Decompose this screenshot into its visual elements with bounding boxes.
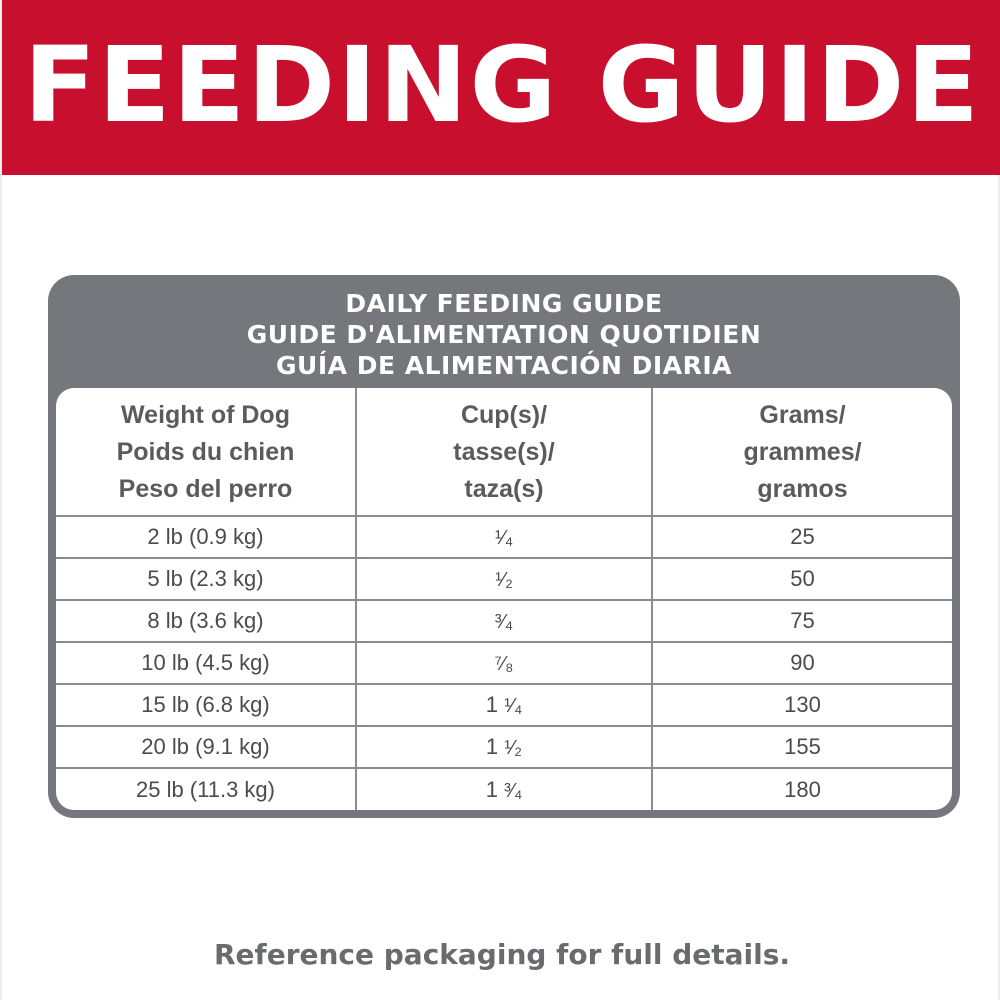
card-heading — [48, 288, 960, 393]
cell-cups — [356, 642, 652, 684]
table-row — [56, 726, 952, 768]
header-weight — [56, 388, 356, 516]
header-grams-en: Grams/ — [759, 401, 846, 429]
cell-cups: 1 ³⁄₄ — [356, 768, 652, 810]
table-row — [56, 642, 952, 684]
fraction: ¹⁄₂ — [495, 569, 513, 591]
cell-weight: 8 lb (3.6 kg) — [56, 600, 356, 642]
cell-grams: 180 — [652, 768, 952, 810]
cell-grams: 90 — [652, 642, 952, 684]
cell-weight: 15 lb (6.8 kg) — [56, 684, 356, 726]
cell-weight: 25 lb (11.3 kg) — [56, 768, 356, 810]
footer-note: Reference packaging for full details. — [213, 938, 791, 971]
table-row — [56, 684, 952, 726]
header-grams-es: gramos — [757, 475, 848, 503]
feeding-table — [56, 388, 952, 810]
cell-grams: 130 — [652, 684, 952, 726]
cell-weight: 10 lb (4.5 kg) — [56, 642, 356, 684]
fraction: ¹⁄₂ — [504, 737, 523, 759]
header-cups — [356, 388, 652, 516]
cell-weight: 5 lb (2.3 kg) — [56, 558, 356, 600]
cell-weight: 2 lb (0.9 kg) — [56, 516, 356, 558]
header-weight-en: Weight of Dog — [121, 401, 290, 429]
cell-cups: 1 ¹⁄₄ — [356, 684, 652, 726]
heading-english: DAILY FEEDING GUIDE — [345, 289, 663, 318]
cell-weight: 20 lb (9.1 kg) — [56, 726, 356, 768]
feeding-table-container — [56, 388, 952, 810]
cell-cups — [356, 600, 652, 642]
header-grams — [652, 388, 952, 516]
fraction: ¹⁄₄ — [494, 527, 514, 549]
cell-grams: 50 — [652, 558, 952, 600]
header-cups-fr: tasse(s)/ — [453, 438, 555, 466]
heading-french: GUIDE D'ALIMENTATION QUOTIDIEN — [246, 320, 762, 349]
fraction: ⁷⁄₈ — [494, 653, 514, 675]
table-row — [56, 768, 952, 810]
cell-grams: 155 — [652, 726, 952, 768]
table-row — [56, 516, 952, 558]
page-title: FEEDING GUIDE — [23, 23, 981, 146]
cell-grams: 75 — [652, 600, 952, 642]
header-cups-es: taza(s) — [464, 475, 544, 503]
cell-cups: 1 ¹⁄₂ — [356, 726, 652, 768]
header-grams-fr: grammes/ — [743, 438, 862, 466]
fraction: ³⁄₄ — [504, 779, 523, 802]
cell-grams: 25 — [652, 516, 952, 558]
header-weight-es: Peso del perro — [118, 475, 293, 503]
table-row — [56, 600, 952, 642]
fraction: ³⁄₄ — [494, 611, 514, 633]
table-row — [56, 558, 952, 600]
fraction: ¹⁄₄ — [504, 695, 523, 717]
header-cups-en: Cup(s)/ — [460, 401, 548, 429]
cell-cups — [356, 558, 652, 600]
daily-feeding-guide-card — [48, 275, 960, 818]
heading-spanish: GUÍA DE ALIMENTACIÓN DIARIA — [276, 351, 732, 380]
cell-cups — [356, 516, 652, 558]
header-weight-fr: Poids du chien — [116, 438, 295, 466]
table-header-row — [56, 388, 952, 516]
title-banner — [2, 0, 1000, 175]
